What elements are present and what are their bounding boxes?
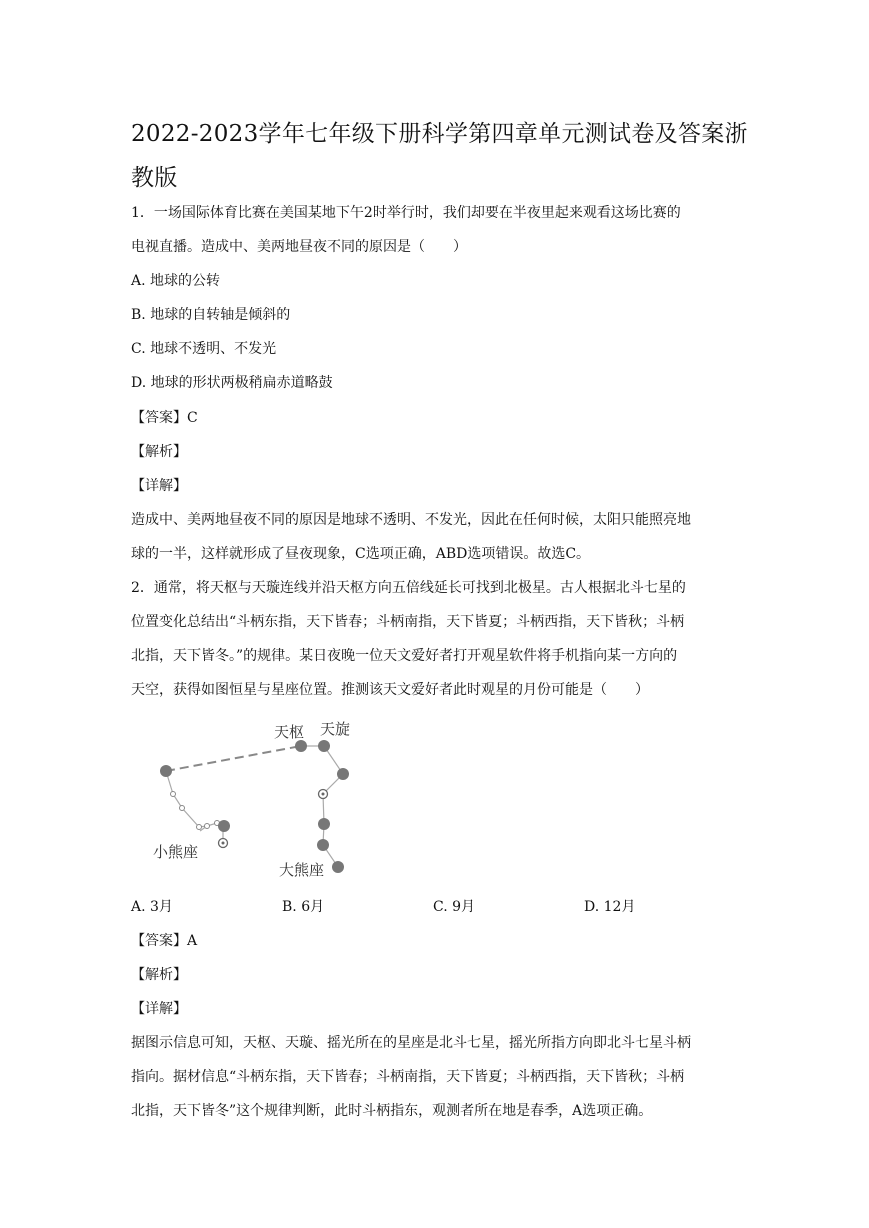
q2-option-d: D. 12月 (584, 899, 636, 915)
star-big-bear (317, 839, 329, 851)
little-bear-lines (166, 771, 223, 843)
title-line-2: 教版 (131, 165, 178, 191)
q1-detail-heading: 【详解】 (131, 478, 187, 494)
document-title (131, 112, 751, 200)
q2-explain-line-3: 北指，天下皆冬”这个规律判断，此时斗柄指东，观测者所在地是春季，A选项正确。 (131, 1103, 653, 1119)
label-big-bear: 大熊座 (279, 861, 325, 879)
star-ringed-core (322, 793, 325, 796)
label-tianshu: 天枢 (274, 723, 305, 741)
star-small (180, 806, 185, 811)
q2-stem-line-1: 2．通常，将天枢与天璇连线并沿天枢方向五倍线延长可找到北极星。古人根据北斗七星的 (131, 580, 686, 596)
constellation-diagram (145, 712, 370, 884)
q2-option-c: C. 9月 (433, 899, 476, 915)
pointer-dashed-line (166, 746, 301, 771)
q2-answer: 【答案】A (131, 933, 198, 949)
q2-stem-line-4: 天空，获得如图恒星与星座位置。推测该天文爱好者此时观星的月份可能是（ ） (131, 682, 649, 698)
star-small (197, 825, 202, 830)
q2-detail-heading: 【详解】 (131, 1001, 187, 1017)
q1-explain-line-2: 球的一半，这样就形成了昼夜现象，C选项正确，ABD选项错误。故选C。 (131, 546, 591, 562)
q1-stem-line-2: 电视直播。造成中、美两地昼夜不同的原因是（ ） (131, 239, 467, 255)
star-ringed-core (222, 842, 225, 845)
star-polaris (160, 765, 172, 777)
star-small (205, 824, 210, 829)
q2-analysis-heading: 【解析】 (131, 967, 187, 983)
q2-explain-line-2: 指向。据材信息“斗柄东指，天下皆春；斗柄南指，天下皆夏；斗柄西指，天下皆秋；斗柄 (131, 1069, 685, 1085)
star-tianxuan (318, 740, 330, 752)
star-big-bear (318, 818, 330, 830)
star-small (171, 792, 176, 797)
title-line-1: 2022-2023学年七年级下册科学第四章单元测试卷及答案浙 (131, 121, 748, 147)
q2-stem-line-2: 位置变化总结出“斗柄东指，天下皆春；斗柄南指，天下皆夏；斗柄西指，天下皆秋；斗柄 (131, 614, 685, 630)
star-big-bear (337, 768, 349, 780)
q2-explain-line-1: 据图示信息可知，天枢、天璇、摇光所在的星座是北斗七星，摇光所指方向即北斗七星斗柄 (131, 1035, 691, 1051)
q1-answer: 【答案】C (131, 410, 198, 426)
q1-option-c: C. 地球不透明、不发光 (131, 341, 277, 357)
q1-option-b: B. 地球的自转轴是倾斜的 (131, 307, 291, 323)
q1-option-d: D. 地球的形状两极稍扁赤道略鼓 (131, 375, 333, 391)
label-tianxuan: 天旋 (320, 720, 351, 738)
label-little-bear: 小熊座 (153, 843, 199, 861)
q1-analysis-heading: 【解析】 (131, 444, 187, 460)
star-yaoguang (332, 861, 344, 873)
q2-option-b: B. 6月 (282, 899, 325, 915)
q1-explain-line-1: 造成中、美两地昼夜不同的原因是地球不透明、不发光，因此在任何时候，太阳只能照亮地 (131, 512, 691, 528)
star-kochab (218, 820, 230, 832)
q2-stem-line-3: 北指，天下皆冬。”的规律。某日夜晚一位天文爱好者打开观星软件将手机指向某一方向的 (131, 648, 678, 664)
q1-stem-line-1: 1．一场国际体育比赛在美国某地下午2时举行时，我们却要在半夜里起来观看这场比赛的 (131, 205, 681, 221)
star-tianshu (295, 740, 307, 752)
q2-option-a: A. 3月 (131, 899, 173, 915)
q1-option-a: A. 地球的公转 (131, 273, 221, 289)
